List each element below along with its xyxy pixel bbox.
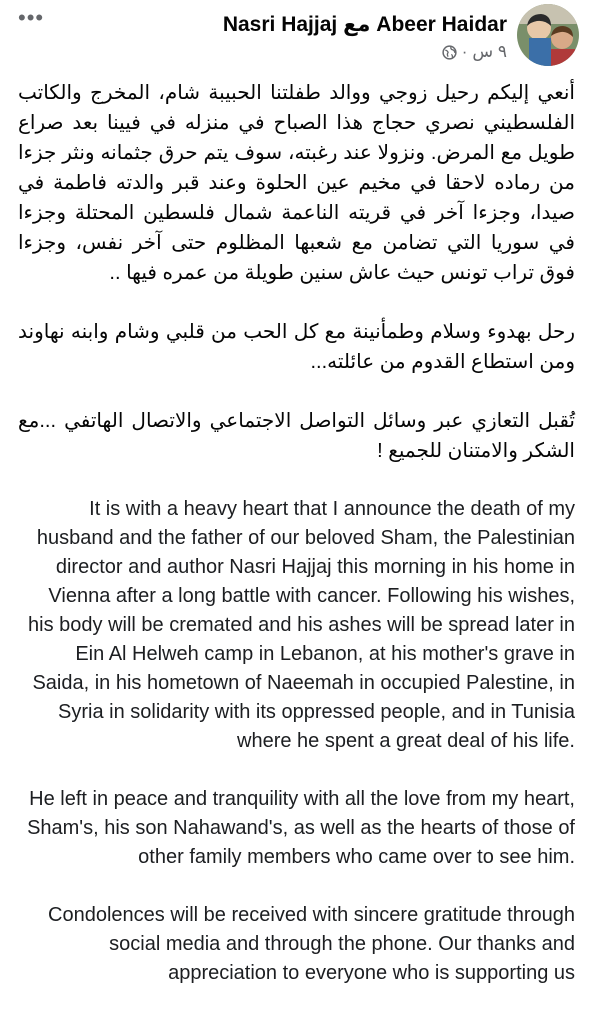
globe-icon[interactable] — [442, 45, 457, 60]
author-name[interactable]: Abeer Haidar — [376, 13, 507, 36]
post-author-line — [223, 12, 507, 37]
with-word: مع — [343, 13, 371, 36]
meta-separator: · — [461, 42, 468, 61]
post-header — [0, 0, 593, 72]
arabic-paragraph-2: رحل بهدوء وسلام وطمأنينة مع كل الحب من قلبي وشام وابنه نهاوند ومن استطاع القدوم من عائلته... — [18, 321, 575, 373]
post-meta — [442, 42, 507, 62]
tagged-person-name[interactable]: Nasri Hajjaj — [222, 13, 338, 36]
english-paragraph-1: It is with a heavy heart that I announce the death of my husband and the father of our beloved Sham, the Palestinian director and author Nasri Hajjaj this morning in his home in Vienna after a long battle with cancer. Following his wishes, his body will be cremated and his ashes will be spread later in Ein Al Helweh camp in Lebanon, at his mother's grave in Saida, in his hometown of Naeemah in occupied Palestine, in Syria in solidarity with its oppressed people, and in Tunisia where he spent a great deal of his life. — [28, 498, 575, 752]
english-paragraph-2: He left in peace and tranquility with all the love from my heart, Sham's, his son Nahawand's, as well as the hearts of those of other family members who came over to see him. — [27, 788, 575, 868]
post-body — [18, 78, 575, 988]
post-time[interactable]: ٩ س — [472, 42, 507, 61]
profile-avatar[interactable] — [517, 4, 579, 66]
arabic-paragraph-1: أنعي إليكم رحيل زوجي ووالد طفلتنا الحبيبة شام، المخرج والكاتب الفلسطيني نصري حجاج هذا الصباح في منزله في فيينا بعد صراع طويل مع المرض. ونزولا عند رغبته، سوف يتم حرق جثمانه ونثر جزءا من رماده لاحقا في مخيم عين الحلوة وعند قبر والدته فاطمة في صيدا، وجزءا آخر في قريته الناعمة شمال فلسطين المحتلة وجزءا في سوريا التي تضامن مع شعبها المظلوم حتى آخر نفس، وجزءا فوق تراب تونس حيث عاش سنين طويلة من عمره فيها .. — [18, 82, 575, 284]
english-paragraph-3: Condolences will be received with sincere gratitude through social media and through the phone. Our thanks and appreciation to everyone who is supporting us — [48, 904, 575, 984]
more-options-icon[interactable]: ••• — [18, 5, 45, 30]
arabic-paragraph-3: تُقبل التعازي عبر وسائل التواصل الاجتماعي والاتصال الهاتفي ...مع الشكر والامتنان للجميع ! — [18, 410, 575, 462]
